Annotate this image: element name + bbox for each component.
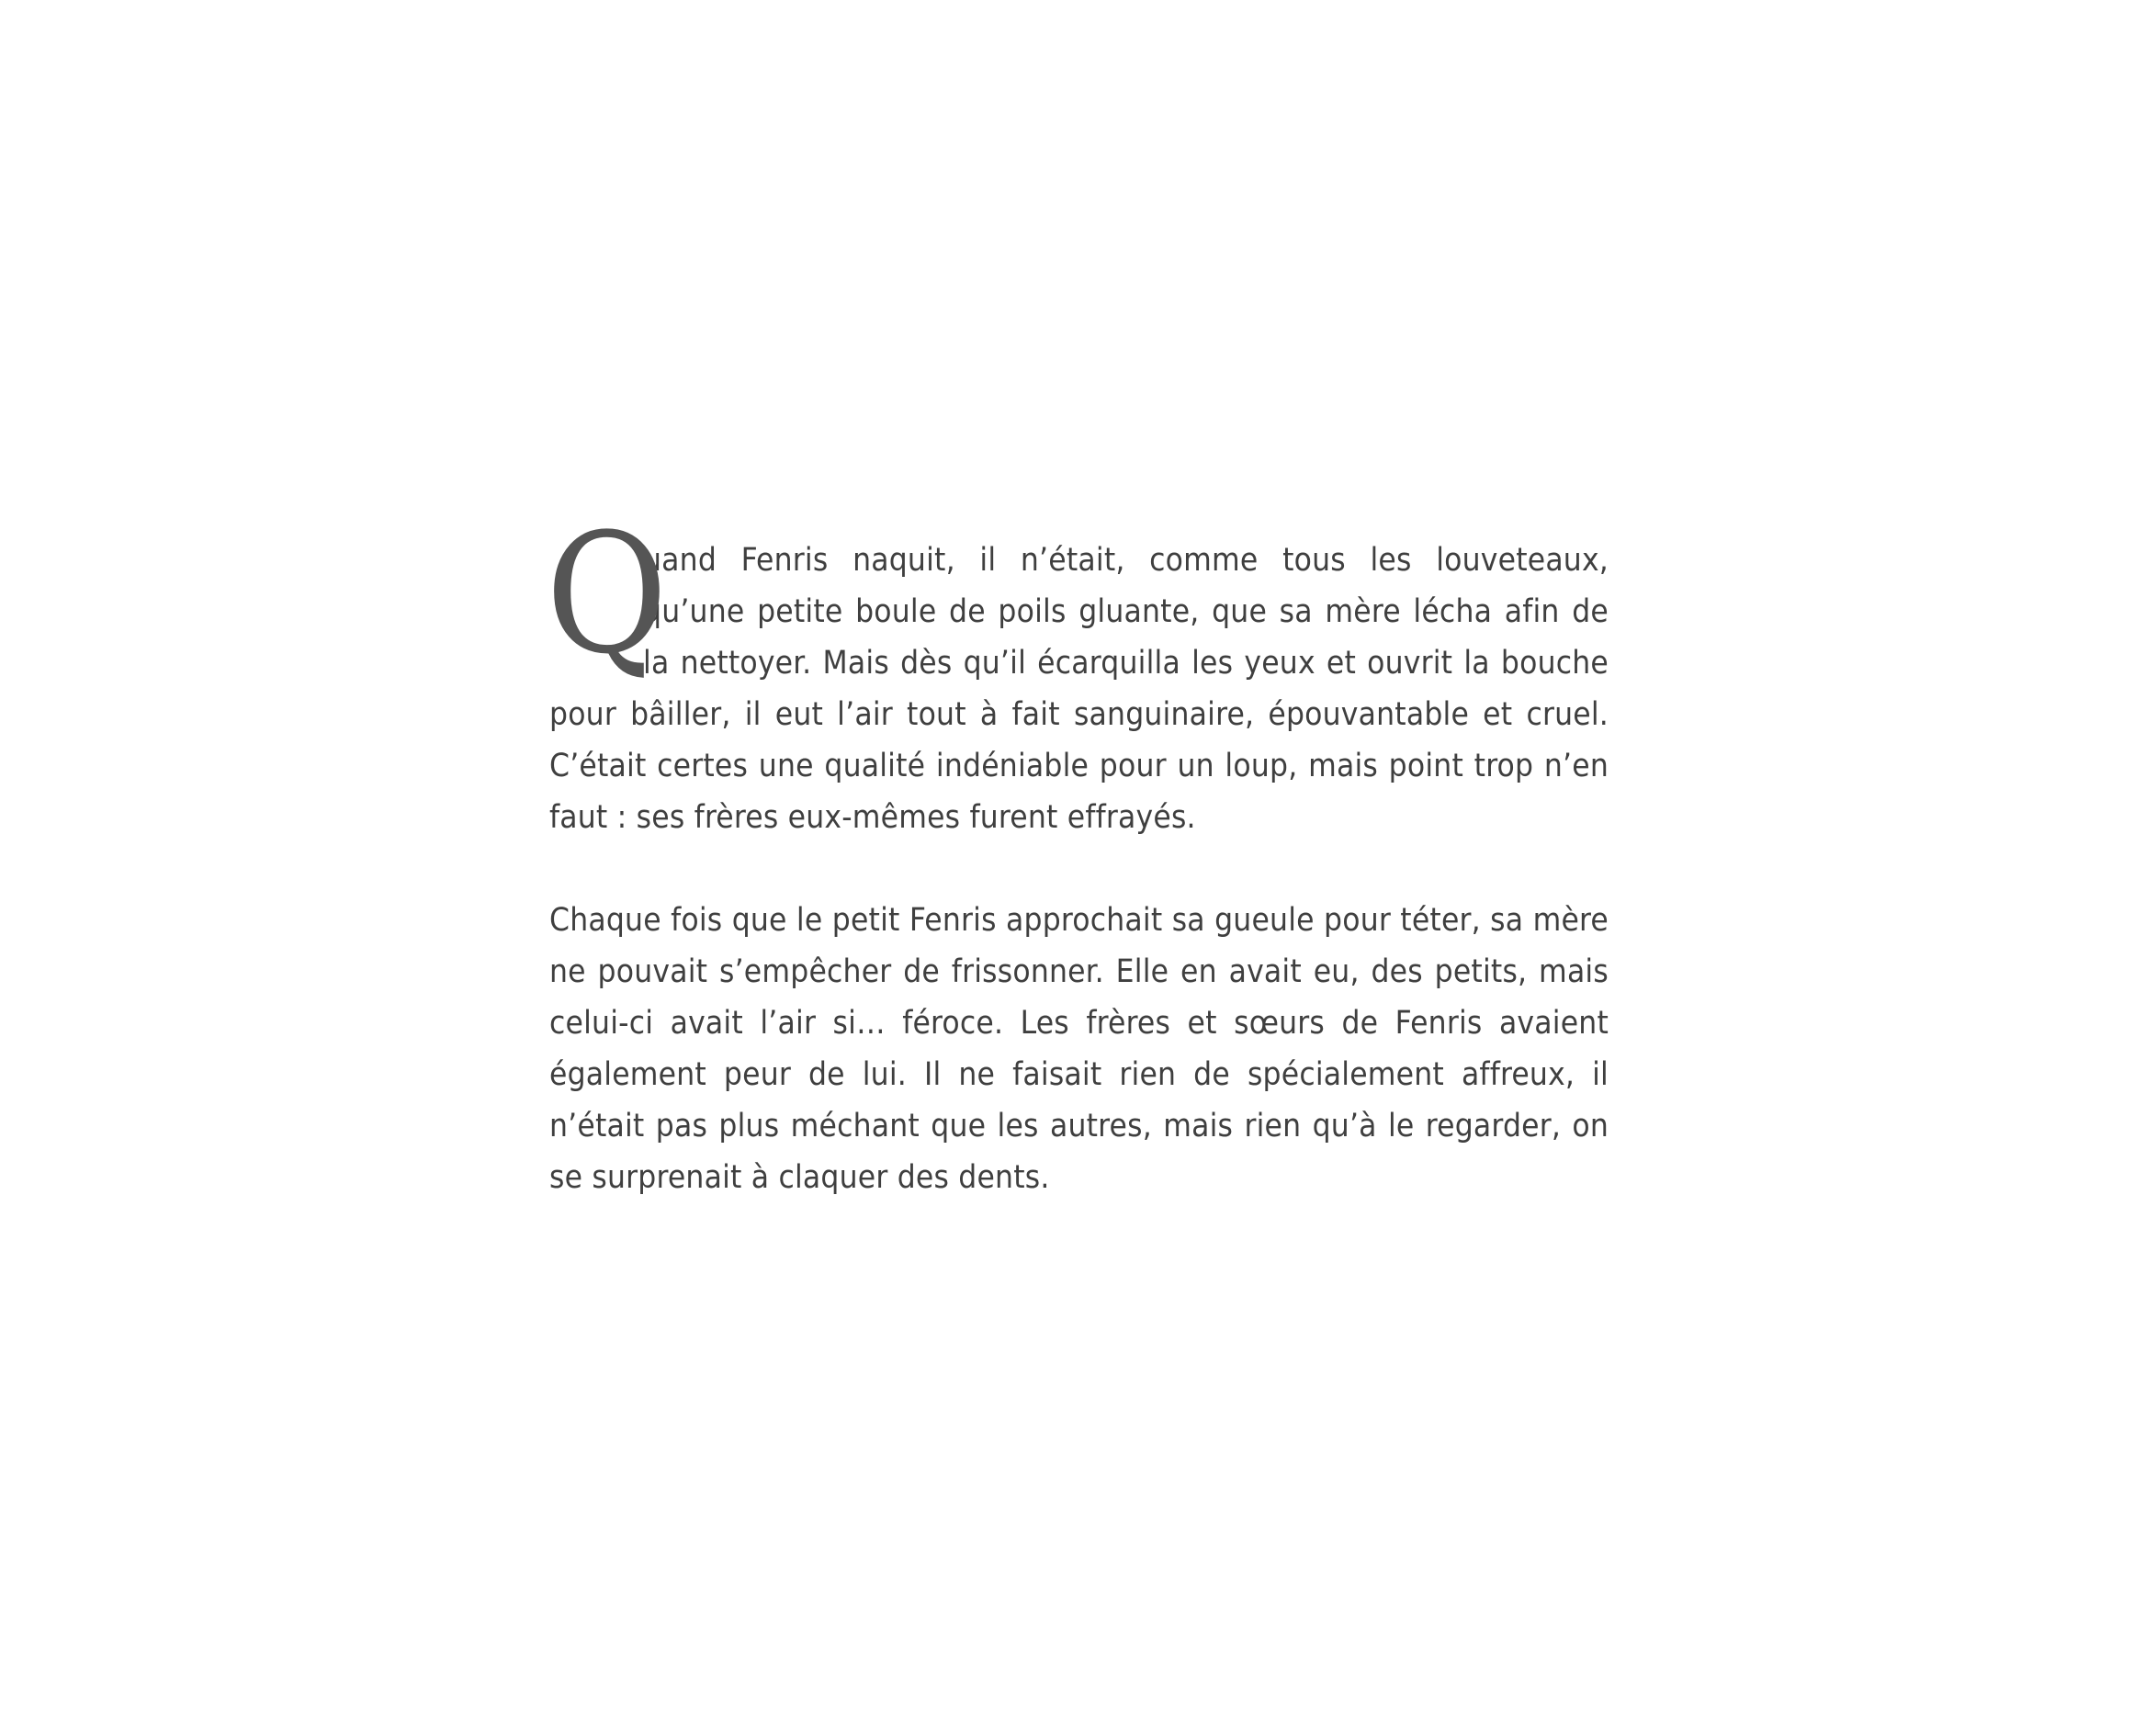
- text-line: également peur de lui. Il ne faisait rien de spécialement affreux, il: [549, 1056, 1609, 1093]
- story-text: [546, 499, 1609, 1203]
- text-line: pour bâiller, il eut l’air tout à fait sanguinaire, épouvantable et cruel.: [549, 696, 1609, 733]
- text-line: se surprenait à claquer des dents.: [549, 1159, 1050, 1196]
- text-line: C’était certes une qualité indéniable pour un loup, mais point trop n’en: [549, 748, 1609, 784]
- text-line: n’était pas plus méchant que les autres, mais rien qu’à le regarder, on: [549, 1108, 1609, 1144]
- text-line: celui-ci avait l’air si… féroce. Les frères et sœurs de Fenris avaient: [549, 1005, 1609, 1042]
- paragraph-1: [546, 499, 1609, 843]
- text-line: uand Fenris naquit, il n’était, comme tous les louveteaux,: [643, 542, 1609, 579]
- paragraph-2: [549, 895, 1609, 1203]
- text-line: ne pouvait s’empêcher de frissonner. Elle en avait eu, des petits, mais: [549, 953, 1609, 990]
- text-line: qu’une petite boule de poils gluante, que sa mère lécha afin de: [643, 593, 1609, 630]
- text-line: la nettoyer. Mais dès qu’il écarquilla les yeux et ouvrit la bouche: [643, 645, 1609, 682]
- text-line: faut : ses frères eux-mêmes furent effrayés.: [549, 799, 1196, 836]
- drop-cap: Q: [546, 499, 668, 691]
- text-line: Chaque fois que le petit Fenris approchait sa gueule pour téter, sa mère: [549, 902, 1609, 939]
